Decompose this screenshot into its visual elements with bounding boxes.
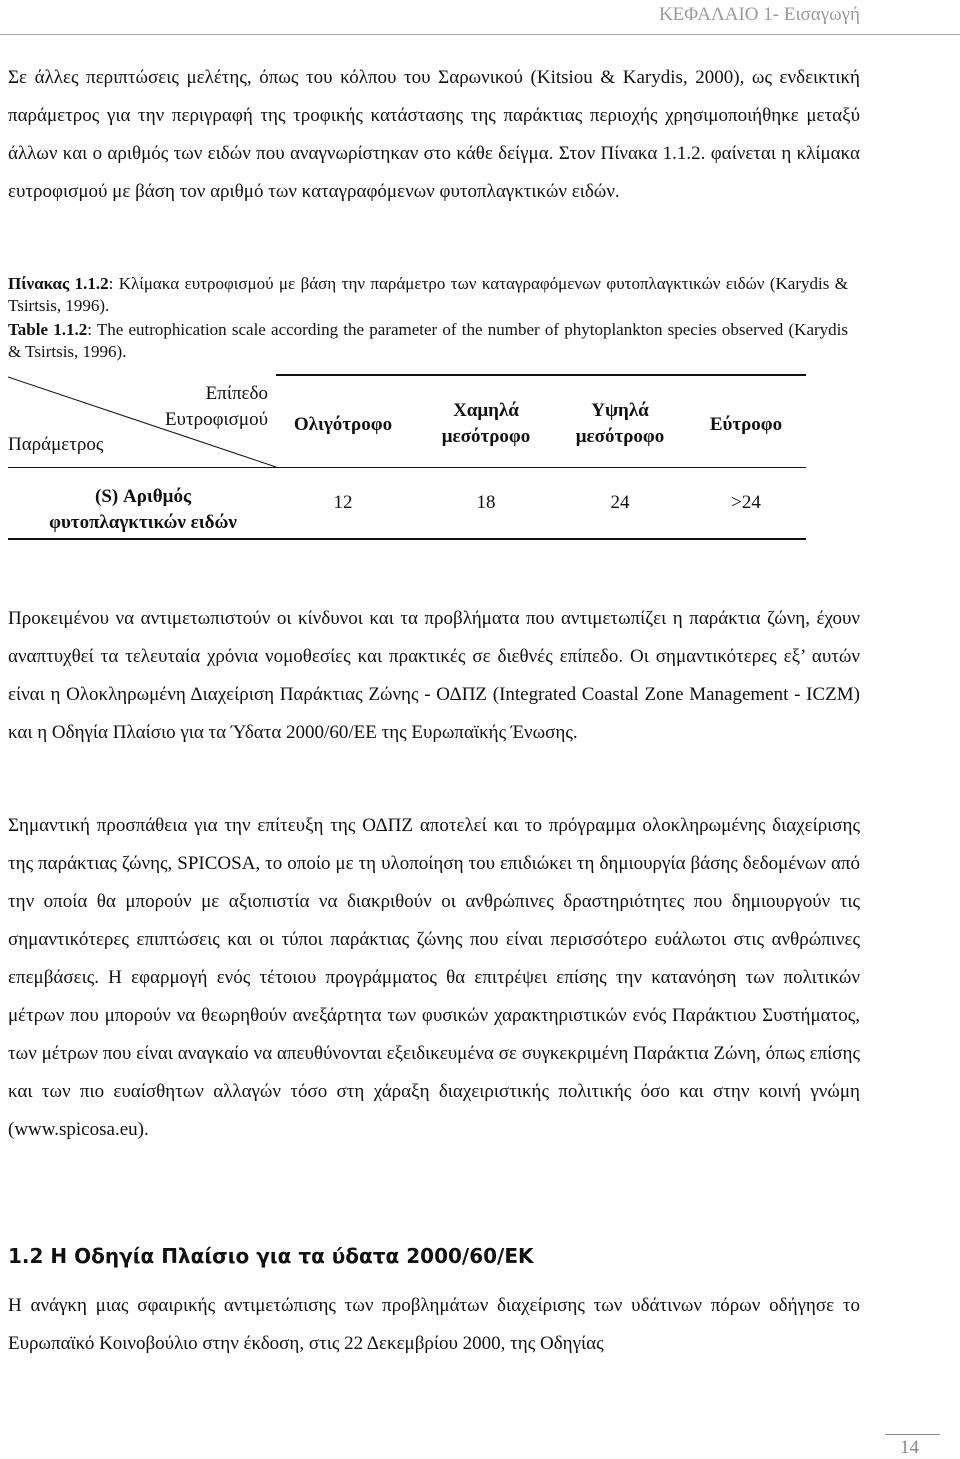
value-eutrophic: >24 — [731, 492, 761, 513]
table-bottom-rule — [8, 538, 806, 540]
column-header-low-mesotrophic — [416, 398, 556, 450]
value-high-mesotrophic: 24 — [610, 492, 630, 513]
column-header-eutrophic: Εύτροφο — [709, 414, 783, 435]
corner-top-label — [128, 381, 268, 433]
section-heading: 1.2 Η Οδηγία Πλαίσιο για τα ύδατα 2000/60/ΕΚ — [8, 1244, 534, 1268]
row-label — [8, 484, 278, 536]
caption-english-text: : The eutrophication scale according the parameter of the number of phytoplankton species observed (Karydis & Tsirtsis, 1996). — [8, 320, 848, 361]
col-low-meso-line2: μεσότροφο — [441, 426, 531, 447]
caption-english-label: Table 1.1.2 — [8, 320, 88, 339]
column-header-high-mesotrophic — [550, 398, 690, 450]
section-paragraph: Η ανάγκη μιας σφαιρικής αντιμετώπισης των προβλημάτων διαχείρισης των υδάτινων πόρων οδήγησε το Ευρωπαϊκό Κοινοβούλιο στην έκδοση, στις 22 Δεκεμβρίου 2000, της Οδηγίας — [8, 1295, 860, 1354]
value-low-mesotrophic: 18 — [476, 492, 496, 513]
col-high-meso-line2: μεσότροφο — [575, 426, 665, 447]
corner-bottom-label: Παράμετρος — [8, 434, 104, 455]
row-label-line1: (S) Αριθμός — [95, 486, 191, 507]
paragraph-spicosa: Σημαντική προσπάθεια για την επίτευξη της ΟΔΠΖ αποτελεί και το πρόγραμμα ολοκληρωμένης διαχείρισης της παράκτιας ζώνης, SPICOSA, το οποίο με τη υλοποίηση του επιδιώκει τη δημιουργία βάσης δεδομένων από την οποία θα μπορούν με αξιοπιστία να διακριθούν οι ανθρώπινες δραστηριότητες που δημιουργούν τις σημαντικότερες επιπτώσεις και οι τύποι παράκτιας ζώνης που είναι περισσότερο ευάλωτοι στις ανθρώπινες επεμβάσεις. Η εφαρμογή ενός τέτοιου προγράμματος θα επιτρέψει επίσης την κατανόηση των πολιτικών μέτρων που μπορούν να θεωρηθούν ανεξάρτητα των φυσικών χαρακτηριστικών ενός Παράκτιου Συστήματος, των μέτρων που είναι αναγκαίο να απευθύνονται εξειδικευμένα σε συγκεκριμένη Παράκτια Ζώνη, όπως επίσης και των πιο ευαίσθητων αλλαγών τόσο στη χάραξη διαχειριστικής πολιτικής όσο και στην κοινή γνώμη (www.spicosa.eu). — [8, 815, 860, 1140]
table-caption-greek — [8, 273, 848, 317]
page-number-rule — [885, 1434, 940, 1435]
corner-top-line2: Ευτροφισμού — [164, 409, 268, 430]
eutrophication-table — [8, 374, 808, 540]
header-rule — [0, 34, 960, 35]
table-top-rule — [276, 374, 806, 376]
col-low-meso-line1: Χαμηλά — [453, 400, 519, 421]
table-header-separator — [8, 467, 806, 468]
caption-greek-label: Πίνακας 1.1.2 — [8, 274, 109, 293]
paragraph-coastal-legislation: Προκειμένου να αντιμετωπιστούν οι κίνδυνοι και τα προβλήματα που αντιμετωπίζει η παράκτια ζώνη, έχουν αναπτυχθεί τα τελευταία χρόνια νομοθεσίες και πρακτικές σε διεθνές επίπεδο. Οι σημαντικότερες εξ’ αυτών είναι η Ολοκληρωμένη Διαχείριση Παράκτιας Ζώνης - ΟΔΠΖ (Integrated Coastal Zone Management - ICZM) και η Οδηγία Πλαίσιο για τα Ύδατα 2000/60/ΕΕ της Ευρωπαϊκής Ένωσης. — [8, 608, 860, 743]
intro-paragraph: Σε άλλες περιπτώσεις μελέτης, όπως του κόλπου του Σαρωνικού (Kitsiou & Karydis, 2000), ως ενδεικτική παράμετρος για την περιγραφή της τροφικής κατάστασης της παράκτιας περιοχής χρησιμοποιήθηκε μεταξύ άλλων και ο αριθμός των ειδών που αναγνωρίστηκαν στο κάθε δείγμα. Στον Πίνακα 1.1.2. φαίνεται η κλίμακα ευτροφισμού με βάση τον αριθμό των καταγραφόμενων φυτοπλαγκτικών ειδών. — [8, 67, 860, 202]
page-number: 14 — [900, 1437, 919, 1458]
col-high-meso-line1: Υψηλά — [591, 400, 649, 421]
running-header: ΚΕΦΑΛΑΙΟ 1- Εισαγωγή — [658, 4, 860, 25]
table-caption-english — [8, 319, 848, 363]
row-label-line2: φυτοπλαγκτικών ειδών — [49, 512, 237, 533]
value-oligotrophic: 12 — [333, 492, 353, 513]
corner-top-line1: Επίπεδο — [205, 383, 268, 404]
column-header-oligotrophic: Ολιγότροφο — [293, 414, 393, 435]
caption-greek-text: : Κλίμακα ευτροφισμού με βάση την παράμετρο των καταγραφόμενων φυτοπλαγκτικών ειδών (Karydis & Tsirtsis, 1996). — [8, 274, 848, 315]
